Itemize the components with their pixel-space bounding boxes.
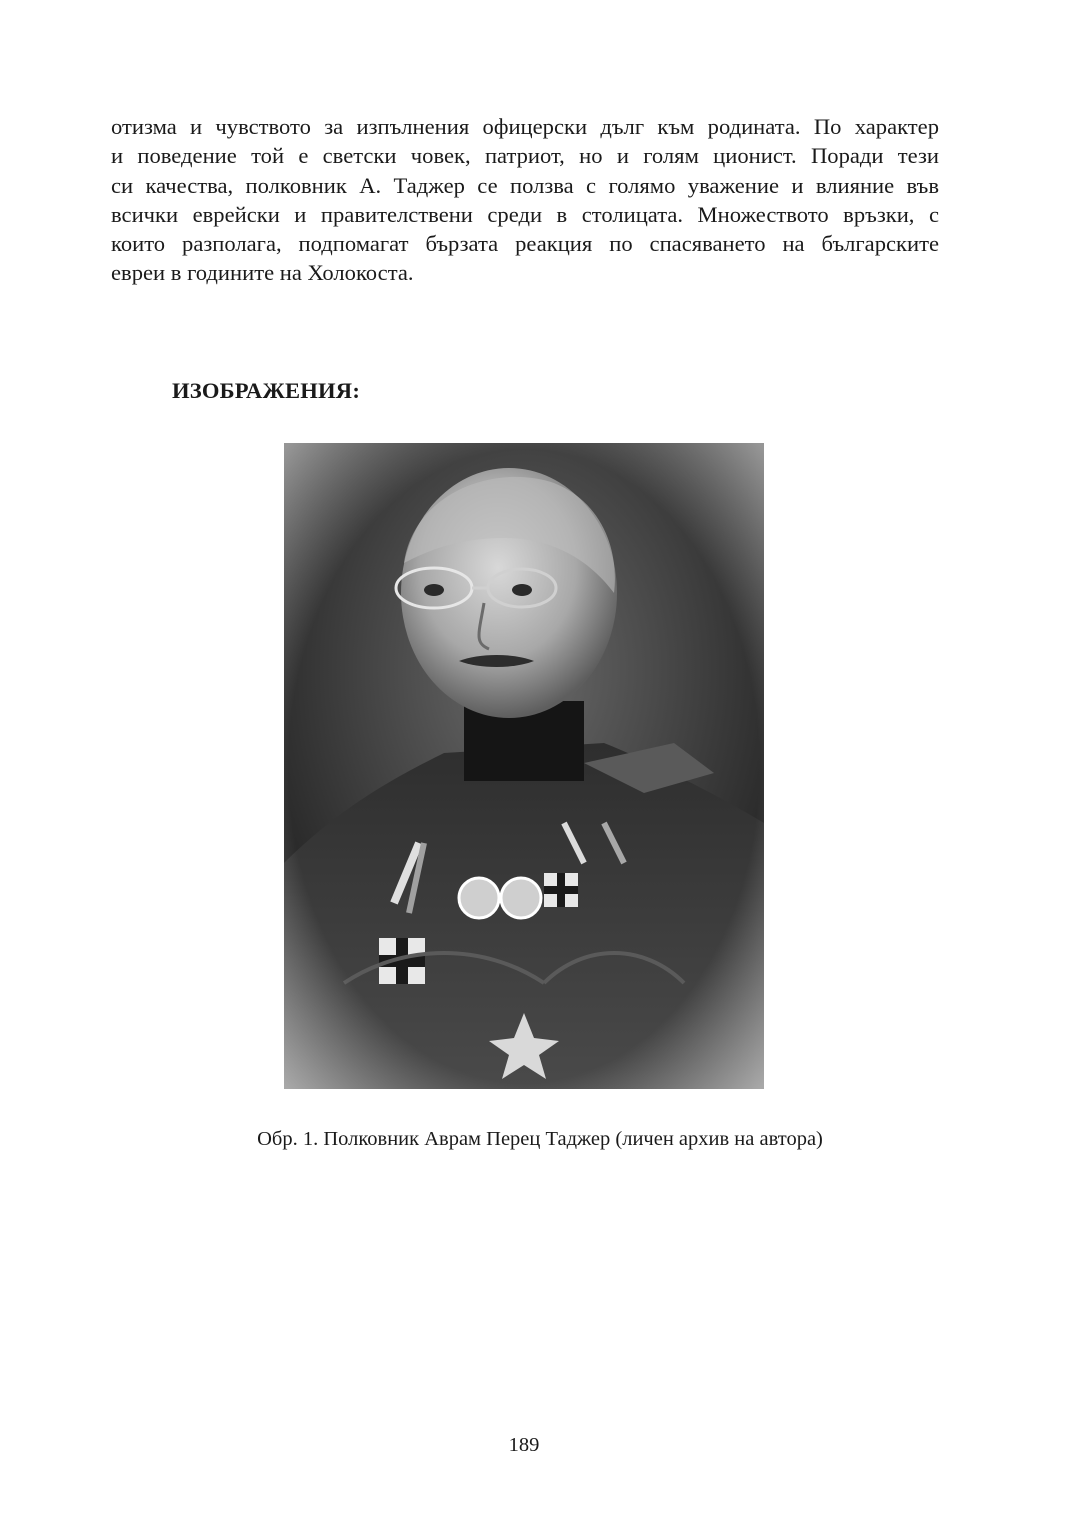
body-line-5: които разполага, подпомагат бързата реакция по спасяването на българските xyxy=(111,231,939,257)
body-line-6: евреи в годините на Холокоста. xyxy=(111,260,414,286)
portrait-illustration xyxy=(284,443,764,1089)
portrait-photo xyxy=(284,443,764,1089)
body-paragraph xyxy=(111,112,939,288)
body-line-4: всички еврейски и правителствени среди в столицата. Множеството връзки, с xyxy=(111,201,939,227)
section-heading: ИЗОБРАЖЕНИЯ: xyxy=(172,378,361,403)
body-line-1: отизма и чувството за изпълнения офицерски дълг към родината. По характер xyxy=(111,114,939,139)
page-number: 189 xyxy=(508,1434,540,1456)
body-line-3: си качества, полковник А. Таджер се ползва с голямо уважение и влияние във xyxy=(111,172,939,198)
body-line-2: и поведение той е светски човек, патриот, но и голям ционист. Поради тези xyxy=(111,143,939,169)
figure-caption: Обр. 1. Полковник Аврам Перец Таджер (личен архив на автора) xyxy=(257,1128,823,1150)
